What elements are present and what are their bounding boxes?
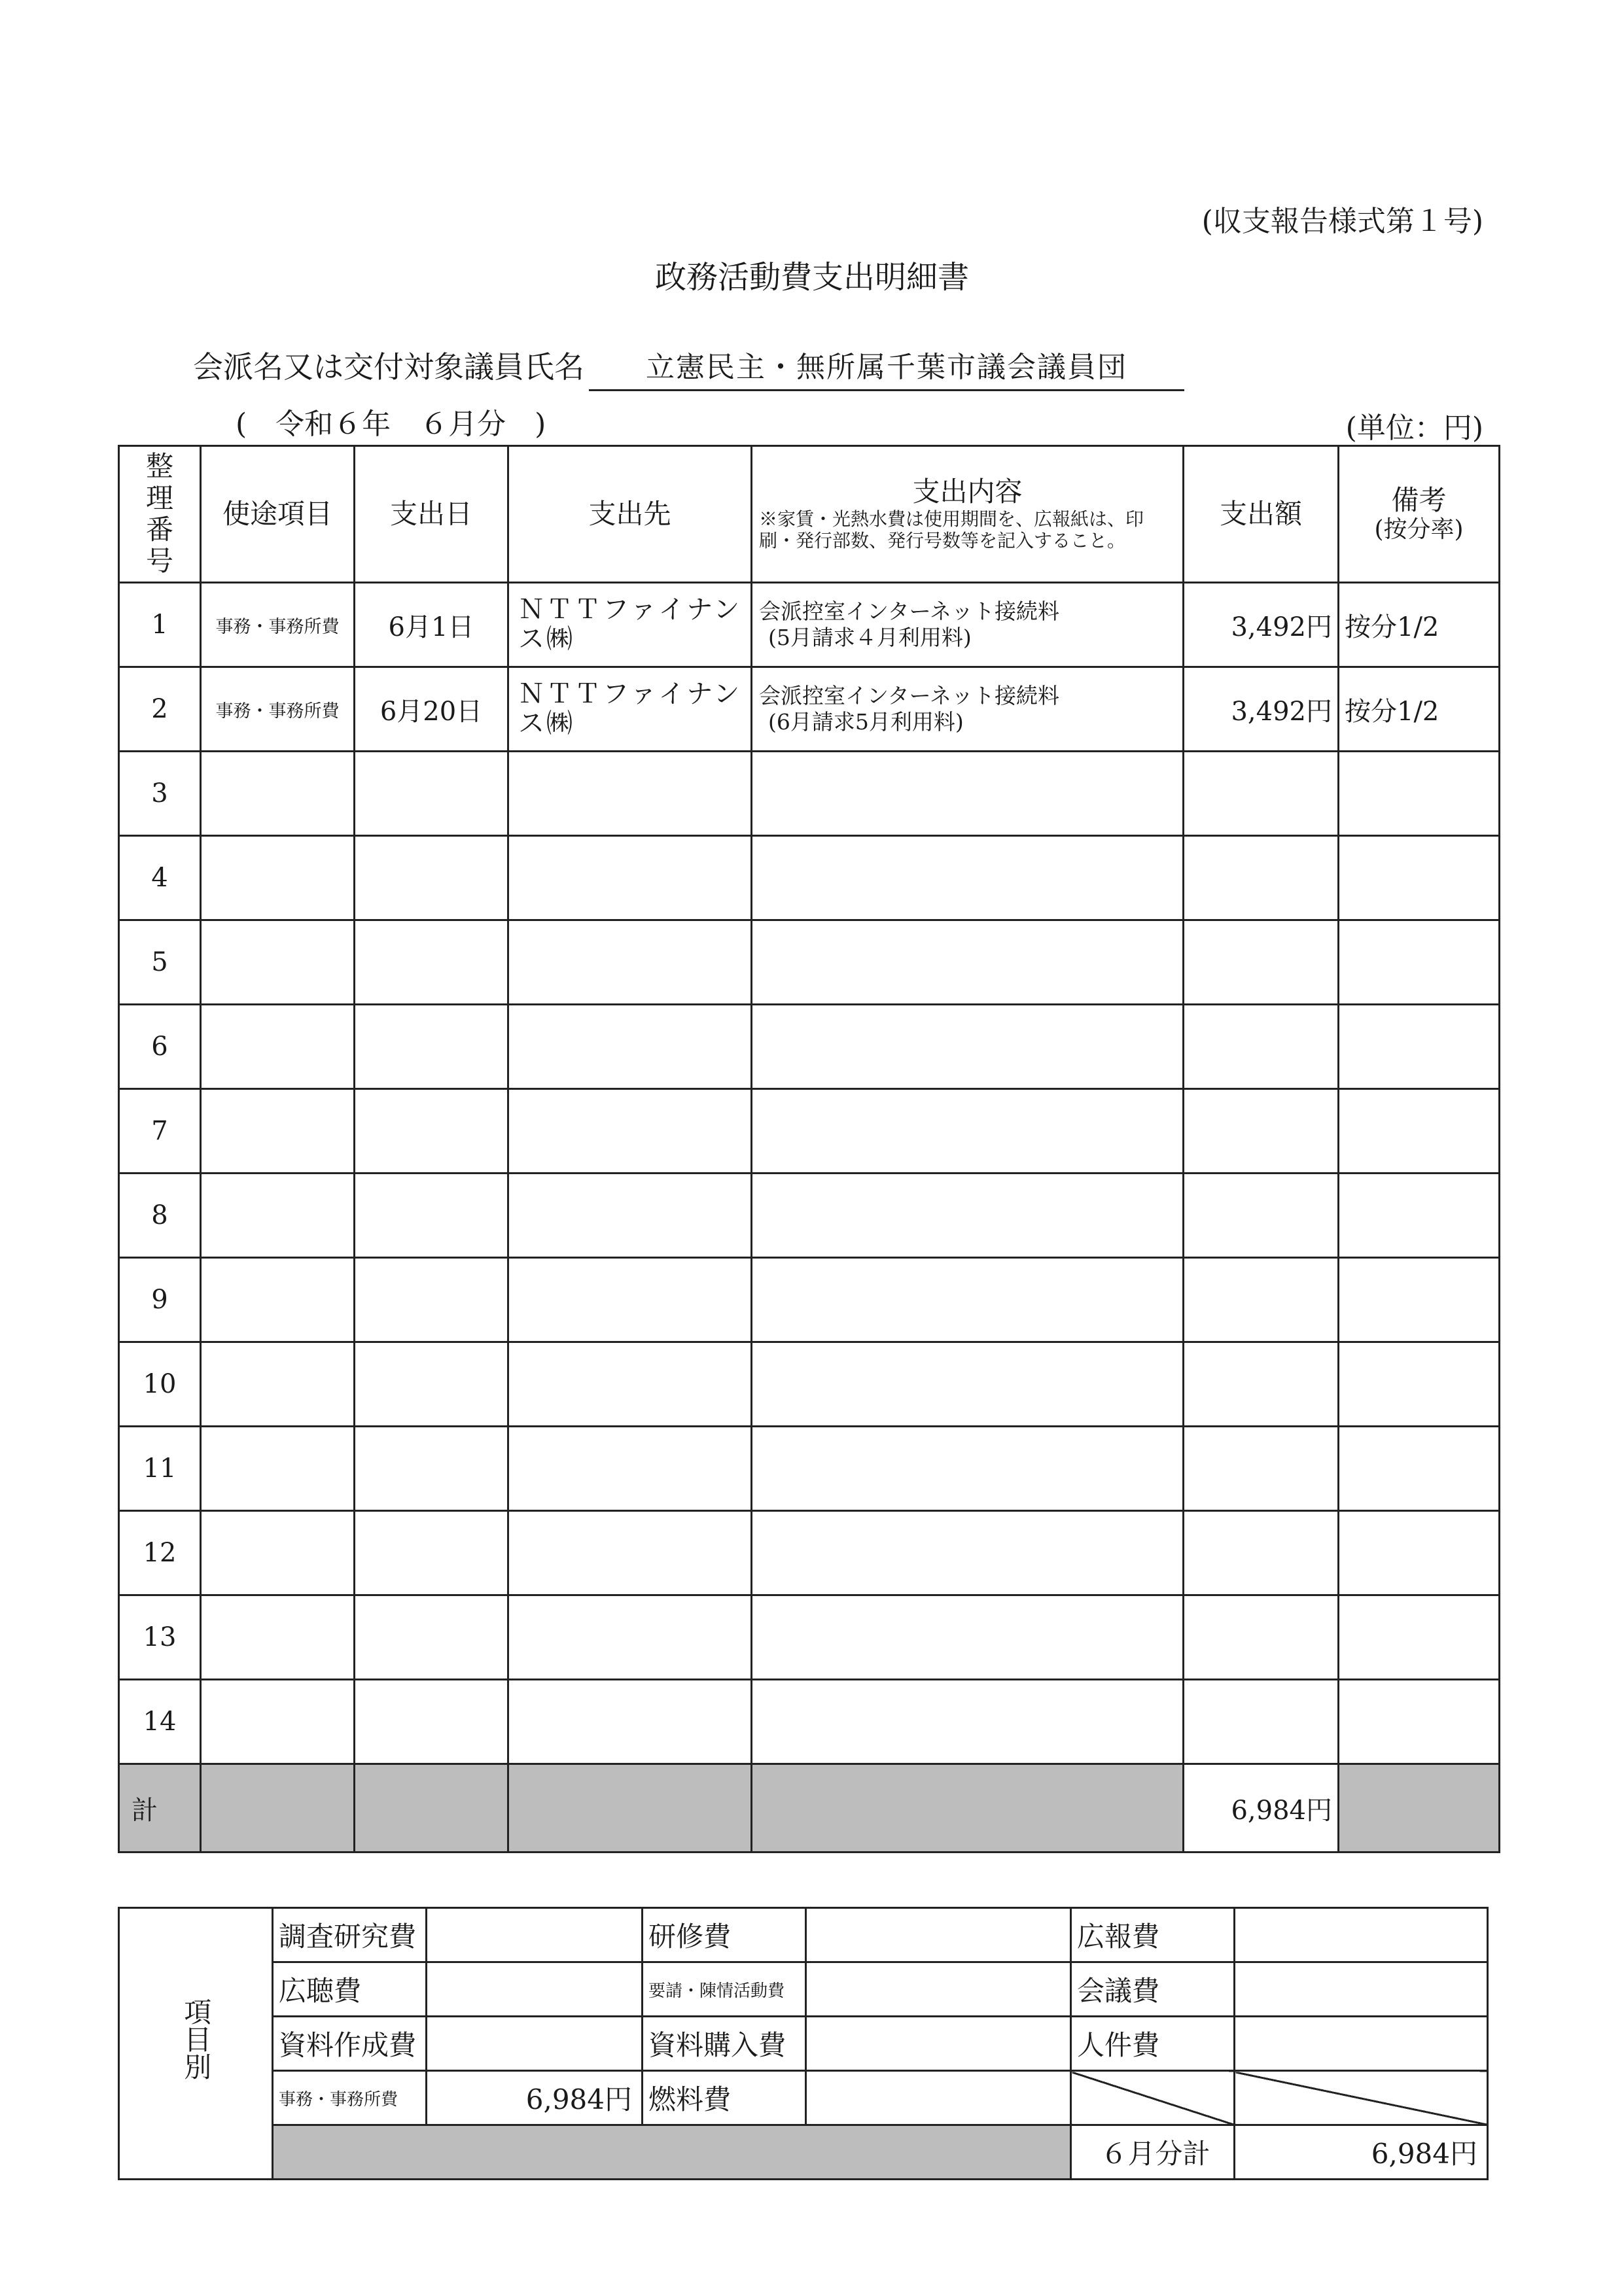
row-purpose bbox=[201, 1089, 355, 1174]
row-payee bbox=[508, 752, 752, 836]
row-payee: ＮＴＴファイナンス㈱ bbox=[508, 667, 752, 752]
row-date bbox=[355, 1089, 508, 1174]
row-number: 6 bbox=[119, 1005, 201, 1089]
row-payee bbox=[508, 920, 752, 1005]
header-payee: 支出先 bbox=[508, 446, 752, 583]
row-purpose bbox=[201, 1680, 355, 1764]
row-date bbox=[355, 1342, 508, 1427]
row-purpose bbox=[201, 1005, 355, 1089]
value-kocho bbox=[427, 1962, 643, 2017]
row-date bbox=[355, 1511, 508, 1595]
row-note bbox=[1339, 1342, 1500, 1427]
label-shiryo-sakusei: 資料作成費 bbox=[273, 2017, 427, 2071]
row-amount bbox=[1184, 920, 1339, 1005]
row-payee bbox=[508, 1427, 752, 1511]
row-content-line: (6月請求5月利用料) bbox=[768, 709, 964, 735]
row-payee bbox=[508, 1511, 752, 1595]
row-date bbox=[355, 1258, 508, 1342]
row-number: 4 bbox=[119, 836, 201, 920]
row-note bbox=[1339, 1089, 1500, 1174]
row-amount bbox=[1184, 1511, 1339, 1595]
total-amount: 6,984円 bbox=[1184, 1764, 1339, 1852]
row-content-line: 会派控室インターネット接続料 bbox=[759, 683, 1060, 709]
row-purpose bbox=[201, 1595, 355, 1680]
row-purpose bbox=[201, 1511, 355, 1595]
table-row bbox=[119, 752, 1500, 836]
row-purpose bbox=[201, 1258, 355, 1342]
row-amount bbox=[1184, 1258, 1339, 1342]
row-payee bbox=[508, 1595, 752, 1680]
row-amount: 3,492円 bbox=[1184, 583, 1339, 667]
label-kocho: 広聴費 bbox=[273, 1962, 427, 2017]
table-row bbox=[119, 1595, 1500, 1680]
value-jinken bbox=[1235, 2017, 1488, 2071]
table-header-row bbox=[119, 446, 1500, 583]
row-content bbox=[752, 1258, 1184, 1342]
form-number: (収支報告様式第１号) bbox=[1201, 205, 1483, 238]
row-date bbox=[355, 1005, 508, 1089]
table-row bbox=[119, 1342, 1500, 1427]
row-note bbox=[1339, 1427, 1500, 1511]
row-content bbox=[752, 1427, 1184, 1511]
category-label: 項目別 bbox=[119, 1908, 273, 2180]
value-shiryo-konyu bbox=[806, 2017, 1071, 2071]
row-number: 11 bbox=[119, 1427, 201, 1511]
table-row bbox=[119, 1174, 1500, 1258]
row-amount bbox=[1184, 1680, 1339, 1764]
row-payee bbox=[508, 1005, 752, 1089]
row-number: 13 bbox=[119, 1595, 201, 1680]
gray-filler bbox=[273, 2125, 1071, 2180]
value-jimu: 6,984円 bbox=[427, 2071, 643, 2125]
row-purpose bbox=[201, 1427, 355, 1511]
row-payee bbox=[508, 1680, 752, 1764]
table-row bbox=[119, 583, 1500, 667]
row-amount: 3,492円 bbox=[1184, 667, 1339, 752]
row-note bbox=[1339, 1595, 1500, 1680]
row-purpose bbox=[201, 752, 355, 836]
label-jimu: 事務・事務所費 bbox=[273, 2071, 427, 2125]
row-payee bbox=[508, 836, 752, 920]
value-kenshu bbox=[806, 1908, 1071, 1962]
row-date bbox=[355, 1595, 508, 1680]
row-content bbox=[752, 1680, 1184, 1764]
month-total-value: 6,984円 bbox=[1235, 2125, 1488, 2180]
diagonal-cell bbox=[1071, 2071, 1235, 2125]
total-label: 計 bbox=[119, 1764, 201, 1852]
table-row bbox=[119, 836, 1500, 920]
month-total-label: ６月分計 bbox=[1071, 2125, 1235, 2180]
label-kaigi: 会議費 bbox=[1071, 1962, 1235, 2017]
header-remarks bbox=[1339, 446, 1500, 583]
row-number: 10 bbox=[119, 1342, 201, 1427]
summary-row bbox=[119, 1908, 1488, 1962]
row-content bbox=[752, 1174, 1184, 1258]
row-purpose: 事務・事務所費 bbox=[201, 667, 355, 752]
gray-cell bbox=[752, 1764, 1184, 1852]
row-note bbox=[1339, 1680, 1500, 1764]
header-content-note: ※家賃・光熱水費は使用期間を、広報紙は、印刷・発行部数、発行号数等を記入すること。 bbox=[759, 508, 1144, 552]
label-jinken: 人件費 bbox=[1071, 2017, 1235, 2071]
value-koho bbox=[1235, 1908, 1488, 1962]
expense-table bbox=[118, 445, 1500, 1853]
summary-row bbox=[119, 1962, 1488, 2017]
header-purpose: 使途項目 bbox=[201, 446, 355, 583]
table-row bbox=[119, 1258, 1500, 1342]
row-number: 7 bbox=[119, 1089, 201, 1174]
row-content bbox=[752, 1342, 1184, 1427]
table-row bbox=[119, 1427, 1500, 1511]
period: ( 令和６年 ６月分 ) bbox=[236, 408, 546, 441]
summary-row bbox=[119, 2125, 1488, 2180]
value-yosei bbox=[806, 1962, 1071, 2017]
header-remarks-sub: (按分率) bbox=[1374, 516, 1464, 544]
header-amount: 支出額 bbox=[1184, 446, 1339, 583]
row-note: 按分1/2 bbox=[1339, 583, 1500, 667]
row-payee bbox=[508, 1174, 752, 1258]
row-purpose bbox=[201, 1342, 355, 1427]
row-number: 8 bbox=[119, 1174, 201, 1258]
table-row bbox=[119, 667, 1500, 752]
row-number: 2 bbox=[119, 667, 201, 752]
summary-row bbox=[119, 2017, 1488, 2071]
row-content-line: (5月請求４月利用料) bbox=[768, 625, 972, 650]
category-summary-table bbox=[118, 1907, 1489, 2180]
row-purpose: 事務・事務所費 bbox=[201, 583, 355, 667]
row-note bbox=[1339, 836, 1500, 920]
row-number: 3 bbox=[119, 752, 201, 836]
row-date bbox=[355, 1680, 508, 1764]
row-content bbox=[752, 920, 1184, 1005]
row-note bbox=[1339, 1258, 1500, 1342]
label-chosa: 調査研究費 bbox=[273, 1908, 427, 1962]
row-amount bbox=[1184, 1427, 1339, 1511]
row-number: 9 bbox=[119, 1258, 201, 1342]
label-yosei: 要請・陳情活動費 bbox=[643, 1962, 806, 2017]
row-amount bbox=[1184, 836, 1339, 920]
value-kaigi bbox=[1235, 1962, 1488, 2017]
gray-cell bbox=[1339, 1764, 1500, 1852]
row-amount bbox=[1184, 1342, 1339, 1427]
header-content bbox=[752, 446, 1184, 583]
header-number: 整理番号 bbox=[119, 446, 201, 583]
table-row bbox=[119, 920, 1500, 1005]
row-note bbox=[1339, 1511, 1500, 1595]
row-note bbox=[1339, 1174, 1500, 1258]
unit-label: (単位：円) bbox=[1345, 411, 1483, 445]
row-content bbox=[752, 1089, 1184, 1174]
row-purpose bbox=[201, 920, 355, 1005]
row-purpose bbox=[201, 836, 355, 920]
row-number: 14 bbox=[119, 1680, 201, 1764]
table-row bbox=[119, 1005, 1500, 1089]
row-note: 按分1/2 bbox=[1339, 667, 1500, 752]
row-payee bbox=[508, 1258, 752, 1342]
total-row bbox=[119, 1764, 1500, 1852]
row-date: 6月20日 bbox=[355, 667, 508, 752]
row-number: 1 bbox=[119, 583, 201, 667]
gray-cell bbox=[355, 1764, 508, 1852]
row-payee bbox=[508, 1342, 752, 1427]
row-date bbox=[355, 1427, 508, 1511]
page-title: 政務活動費支出明細書 bbox=[654, 259, 969, 296]
row-content bbox=[752, 836, 1184, 920]
label-kenshu: 研修費 bbox=[643, 1908, 806, 1962]
row-date bbox=[355, 1174, 508, 1258]
row-purpose bbox=[201, 1174, 355, 1258]
table-row bbox=[119, 1089, 1500, 1174]
row-amount bbox=[1184, 1089, 1339, 1174]
row-content bbox=[752, 1511, 1184, 1595]
row-note bbox=[1339, 1005, 1500, 1089]
value-nenryo bbox=[806, 2071, 1071, 2125]
faction-name: 立憲民主・無所属千葉市議会議員団 bbox=[589, 343, 1184, 391]
header-remarks-title: 備考 bbox=[1391, 484, 1447, 517]
gray-cell bbox=[508, 1764, 752, 1852]
table-row bbox=[119, 1680, 1500, 1764]
header-content-title: 支出内容 bbox=[912, 476, 1023, 508]
row-date bbox=[355, 920, 508, 1005]
row-content bbox=[752, 752, 1184, 836]
value-shiryo-sakusei bbox=[427, 2017, 643, 2071]
row-content bbox=[752, 1595, 1184, 1680]
gray-cell bbox=[201, 1764, 355, 1852]
row-amount bbox=[1184, 1174, 1339, 1258]
row-amount bbox=[1184, 1595, 1339, 1680]
row-number: 12 bbox=[119, 1511, 201, 1595]
row-date bbox=[355, 836, 508, 920]
row-content bbox=[752, 667, 1184, 752]
row-amount bbox=[1184, 752, 1339, 836]
row-content bbox=[752, 1005, 1184, 1089]
value-chosa bbox=[427, 1908, 643, 1962]
table-row bbox=[119, 1511, 1500, 1595]
faction-label: 会派名又は交付対象議員氏名 bbox=[193, 349, 584, 385]
label-koho: 広報費 bbox=[1071, 1908, 1235, 1962]
row-payee: ＮＴＴファイナンス㈱ bbox=[508, 583, 752, 667]
row-payee bbox=[508, 1089, 752, 1174]
row-amount bbox=[1184, 1005, 1339, 1089]
row-note bbox=[1339, 920, 1500, 1005]
header-date: 支出日 bbox=[355, 446, 508, 583]
row-note bbox=[1339, 752, 1500, 836]
label-nenryo: 燃料費 bbox=[643, 2071, 806, 2125]
label-shiryo-konyu: 資料購入費 bbox=[643, 2017, 806, 2071]
row-number: 5 bbox=[119, 920, 201, 1005]
row-date: 6月1日 bbox=[355, 583, 508, 667]
summary-row bbox=[119, 2071, 1488, 2125]
row-content bbox=[752, 583, 1184, 667]
row-content-line: 会派控室インターネット接続料 bbox=[759, 599, 1060, 625]
diagonal-cell bbox=[1235, 2071, 1488, 2125]
row-date bbox=[355, 752, 508, 836]
